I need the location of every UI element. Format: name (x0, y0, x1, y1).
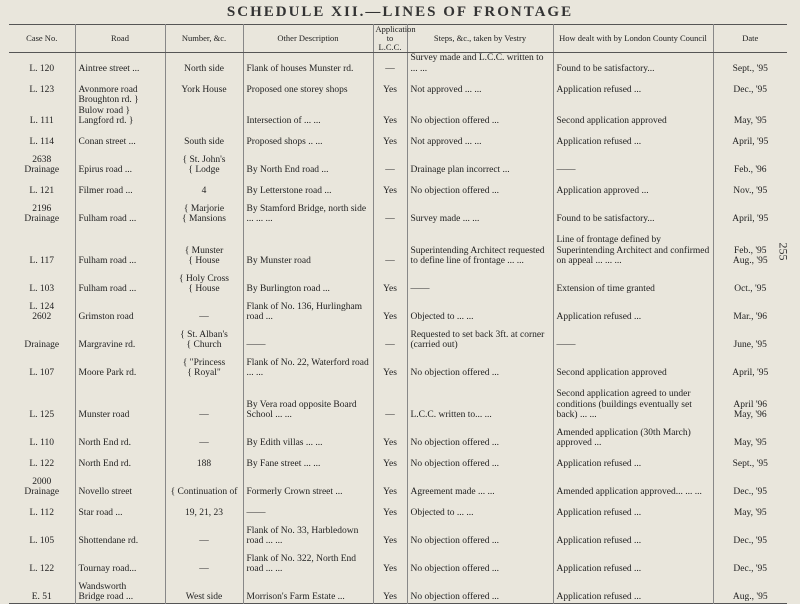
col-date: Date (713, 25, 787, 53)
table-cell: —— (243, 323, 373, 351)
table-cell: No objection offered ... (407, 176, 553, 197)
table-cell: Filmer road ... (75, 176, 165, 197)
table-cell: Tournay road... (75, 547, 165, 575)
table-cell: North End rd. (75, 421, 165, 449)
table-cell: Avonmore road (75, 74, 165, 95)
table-cell: May, '95 (733, 508, 767, 518)
table-cell: Conan street ... (75, 127, 165, 148)
table-cell: May, '95 (733, 116, 767, 126)
table-cell: Wandsworth Bridge road ... (75, 575, 165, 604)
table-body (9, 53, 787, 604)
table-cell: April, '95 (732, 368, 769, 378)
table-cell: Aug., '95 (732, 592, 768, 602)
table-cell: L.C.C. written to... ... (407, 379, 553, 421)
table-cell: Yes (373, 421, 407, 449)
table-cell: Mar., '96 (733, 312, 768, 322)
table-cell: — (165, 421, 243, 449)
table-cell: L. 122 (9, 449, 75, 470)
table-cell: Found to be satisfactory... (553, 53, 713, 75)
col-steps: Steps, &c., taken by Vestry (407, 25, 553, 53)
table-row (9, 547, 787, 575)
table-cell: L. 120 (9, 53, 75, 75)
table-cell: { Holy Cross { House (165, 267, 243, 295)
table-cell: By North End road ... (243, 148, 373, 176)
table-cell: L. 125 (9, 379, 75, 421)
table-cell: —— (553, 323, 713, 351)
table-row (9, 449, 787, 470)
table-cell: Application refused ... (553, 498, 713, 519)
table-cell: No objection offered ... (407, 95, 553, 127)
table-cell: L. 121 (9, 176, 75, 197)
table-cell: York House (165, 74, 243, 95)
table-cell: { Munster { House (165, 225, 243, 267)
table-row (9, 267, 787, 295)
table-cell: —— (407, 267, 553, 295)
table-cell: Drainage (9, 323, 75, 351)
table-cell: 188 (165, 449, 243, 470)
table-cell: By Fane street ... ... (243, 449, 373, 470)
table-cell: Margravine rd. (75, 323, 165, 351)
table-row (9, 53, 787, 75)
table-cell: Superintending Architect requested to define line of frontage ... ... (407, 225, 553, 267)
table-row (9, 225, 787, 267)
table-cell: { Continuation of (165, 470, 243, 498)
table-cell: Sept., '95 (732, 459, 768, 469)
col-case-no: Case No. (9, 25, 75, 53)
table-row (9, 197, 787, 225)
table-row (9, 148, 787, 176)
table-cell: Intersection of ... ... (243, 95, 373, 127)
table-cell: Formerly Crown street ... (243, 470, 373, 498)
table-cell: Application refused ... (553, 519, 713, 547)
table-header-row (9, 25, 787, 53)
col-number: Number, &c. (165, 25, 243, 53)
table-cell: Survey made and L.C.C. written to ... ... (407, 53, 553, 75)
table-row (9, 95, 787, 127)
table-cell: L. 122 (9, 547, 75, 575)
table-cell: Yes (373, 575, 407, 604)
table-cell: L. 124 2602 (9, 295, 75, 323)
table-cell: — (373, 323, 407, 351)
table-cell: Objected to ... ... (407, 295, 553, 323)
table-row (9, 323, 787, 351)
table-cell: By Vera road opposite Board School ... ... (243, 379, 373, 421)
table-cell: April, '95 (732, 137, 769, 147)
table-cell: Line of frontage defined by Superintending Architect and confirmed on appeal ... ... ... (553, 225, 713, 267)
table-cell: Second application approved (553, 95, 713, 127)
table-cell: Amended application approved... ... ... (553, 470, 713, 498)
table-cell: Application refused ... (553, 127, 713, 148)
table-cell: No objection offered ... (407, 449, 553, 470)
table-cell: L. 117 (9, 225, 75, 267)
table-cell: Objected to ... ... (407, 498, 553, 519)
table-cell: Extension of time granted (553, 267, 713, 295)
table-row (9, 575, 787, 604)
table-row (9, 176, 787, 197)
col-road: Road (75, 25, 165, 53)
table-row (9, 498, 787, 519)
table-cell: Shottendane rd. (75, 519, 165, 547)
table-cell: — (373, 225, 407, 267)
table-cell: Morrison's Farm Estate ... (243, 575, 373, 604)
table-cell: No objection offered ... (407, 519, 553, 547)
table-cell: { St. John's { Lodge (165, 148, 243, 176)
table-cell: Aintree street ... (75, 53, 165, 75)
table-cell: Yes (373, 547, 407, 575)
table-cell: Dec., '95 (733, 487, 768, 497)
table-cell: North End rd. (75, 449, 165, 470)
table-cell: Dec., '95 (733, 536, 768, 546)
table-cell: Yes (373, 470, 407, 498)
table-cell: Agreement made ... ... (407, 470, 553, 498)
table-cell: Fulham road ... (75, 225, 165, 267)
table-cell: E. 51 (9, 575, 75, 604)
table-cell: Second application agreed to under conditions (buildings eventually set back) ... ... (553, 379, 713, 421)
table-cell: L. 110 (9, 421, 75, 449)
table-cell: Dec., '95 (733, 564, 768, 574)
table-cell: Found to be satisfactory... (553, 197, 713, 225)
table-cell: Novello street (75, 470, 165, 498)
table-cell: — (165, 295, 243, 323)
table-cell: 2000 Drainage (9, 470, 75, 498)
table-cell: L. 123 (9, 74, 75, 95)
table-cell: L. 107 (9, 351, 75, 379)
table-cell: —— (553, 148, 713, 176)
table-cell: Flank of No. 322, North End road ... ... (243, 547, 373, 575)
table-cell: Flank of No. 136, Hurlingham road ... (243, 295, 373, 323)
table-cell: April '96 May, '96 (733, 399, 768, 420)
page-title: SCHEDULE XII.—LINES OF FRONTAGE (226, 4, 574, 20)
table-cell: 2196 Drainage (9, 197, 75, 225)
table-cell: Yes (373, 95, 407, 127)
table-cell: Yes (373, 449, 407, 470)
table-cell: By Burlington road ... (243, 267, 373, 295)
table-cell: 4 (165, 176, 243, 197)
table-row (9, 295, 787, 323)
table-cell: — (373, 148, 407, 176)
table-cell: West side (165, 575, 243, 604)
table-cell: Sept., '95 (732, 63, 768, 74)
table-cell: Dec., '95 (733, 84, 768, 95)
table-cell: Survey made ... ... (407, 197, 553, 225)
table-cell: By Letterstone road ... (243, 176, 373, 197)
table-cell: L. 103 (9, 267, 75, 295)
table-cell: Flank of No. 22, Waterford road ... ... (243, 351, 373, 379)
table-cell: Star road ... (75, 498, 165, 519)
table-row (9, 379, 787, 421)
table-cell: Application refused ... (553, 575, 713, 604)
table-cell: — (373, 197, 407, 225)
table-cell: 19, 21, 23 (165, 498, 243, 519)
table-cell: Flank of houses Munster rd. (243, 53, 373, 75)
col-description: Other Description (243, 25, 373, 53)
table-cell: L. 111 (9, 95, 75, 127)
table-cell: By Stamford Bridge, north side ... ... ... (243, 197, 373, 225)
table-cell: Application refused ... (553, 295, 713, 323)
table-cell: L. 105 (9, 519, 75, 547)
table-cell: L. 112 (9, 498, 75, 519)
table-cell: Flank of No. 33, Harbledown road ... ... (243, 519, 373, 547)
table-cell: { Marjorie { Mansions (165, 197, 243, 225)
table-cell: Fulham road ... (75, 267, 165, 295)
table-cell: Proposed one storey shops (243, 74, 373, 95)
table-row (9, 421, 787, 449)
table-cell: Application approved ... (553, 176, 713, 197)
table-cell: May, '95 (733, 438, 767, 448)
table-cell: Fulham road ... (75, 197, 165, 225)
table-cell: Oct., '95 (734, 284, 767, 294)
table-cell: June, '95 (733, 340, 767, 350)
table-cell: Yes (373, 74, 407, 95)
table-cell: Munster road (75, 379, 165, 421)
table-cell: — (165, 519, 243, 547)
table-cell: Nov., '95 (733, 186, 768, 196)
table-cell: Second application approved (553, 351, 713, 379)
table-cell: Application refused ... (553, 449, 713, 470)
table-cell: North side (165, 53, 243, 75)
page-number: 255 (776, 242, 791, 261)
table-cell: Yes (373, 498, 407, 519)
table-cell: By Edith villas ... ... (243, 421, 373, 449)
table-cell: 2638 Drainage (9, 148, 75, 176)
frontage-table (9, 24, 787, 604)
table-cell: { St. Alban's { Church (165, 323, 243, 351)
table-cell: No objection offered ... (407, 351, 553, 379)
table-cell: Yes (373, 127, 407, 148)
table-cell: Application refused ... (553, 74, 713, 95)
table-cell: Broughton rd. } Bulow road } Langford rd. } (75, 95, 165, 127)
table-cell: Amended application (30th March) approved ... (553, 421, 713, 449)
table-cell: By Munster road (243, 225, 373, 267)
table-cell: { "Princess { Royal" (165, 351, 243, 379)
table-cell: Requested to set back 3ft. at corner (carried out) (407, 323, 553, 351)
table-cell: L. 114 (9, 127, 75, 148)
table-cell: South side (165, 127, 243, 148)
table-cell: Yes (373, 519, 407, 547)
table-cell: Yes (373, 295, 407, 323)
table-cell: Not approved ... ... (407, 127, 553, 148)
table-cell: Not approved ... ... (407, 74, 553, 95)
table-cell: Proposed shops .. ... (243, 127, 373, 148)
table-cell: — (373, 379, 407, 421)
table-cell: — (373, 53, 407, 75)
table-cell: Yes (373, 351, 407, 379)
table-cell: Epirus road ... (75, 148, 165, 176)
table-cell (165, 95, 243, 127)
table-row (9, 127, 787, 148)
table-row (9, 74, 787, 95)
table-cell: Grimston road (75, 295, 165, 323)
table-cell: No objection offered ... (407, 575, 553, 604)
table-cell: No objection offered ... (407, 547, 553, 575)
table-cell: April, '95 (732, 214, 769, 224)
table-cell: Feb., '96 (733, 165, 767, 175)
table-cell: Drainage plan incorrect ... (407, 148, 553, 176)
table-cell: Feb., '95 Aug., '95 (732, 245, 768, 266)
table-cell: Moore Park rd. (75, 351, 165, 379)
col-how-dealt: How dealt with by London County Council (553, 25, 713, 53)
col-application: Application to L.C.C. (373, 25, 407, 53)
table-cell: Yes (373, 176, 407, 197)
table-cell: — (165, 547, 243, 575)
table-cell: — (165, 379, 243, 421)
table-row (9, 470, 787, 498)
table-row (9, 351, 787, 379)
table-cell: Application refused ... (553, 547, 713, 575)
table-cell: —— (243, 498, 373, 519)
table-cell: Yes (373, 267, 407, 295)
table-cell: No objection offered ... (407, 421, 553, 449)
